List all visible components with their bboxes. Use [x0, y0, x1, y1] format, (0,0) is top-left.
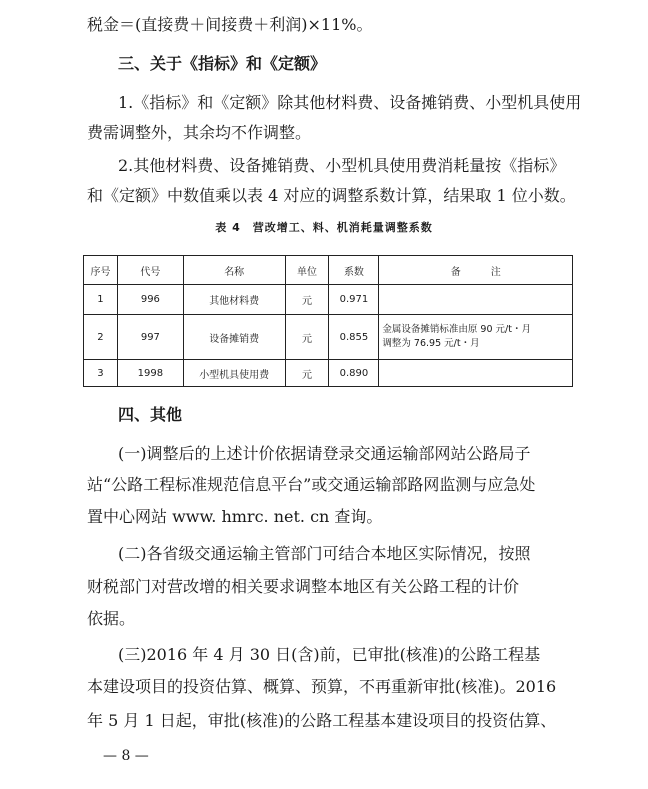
note-line-1: 金属设备摊销标准由原 90 元/t・月 [382, 324, 531, 335]
table-row [84, 315, 573, 360]
table-row [84, 285, 573, 315]
cell-name: 设备摊销费 [183, 315, 285, 360]
section-3-heading: 三、关于《指标》和《定额》 [118, 54, 327, 73]
paragraph-2-line-1: 2.其他材料费、设备摊销费、小型机具使用费消耗量按《指标》 [118, 156, 566, 175]
paragraph-1-line-1: 1.《指标》和《定额》除其他材料费、设备摊销费、小型机具使用 [118, 93, 582, 112]
section-4-heading: 四、其他 [118, 405, 183, 424]
cell-unit: 元 [285, 360, 329, 387]
cell-name: 其他材料费 [183, 285, 285, 315]
paragraph-3-line-1: (一)调整后的上述计价依据请登录交通运输部网站公路局子 [118, 444, 531, 463]
cell-code: 996 [117, 285, 183, 315]
paragraph-4-line-2: 财税部门对营改增的相关要求调整本地区有关公路工程的计价 [87, 577, 520, 596]
note-line-2: 调整为 76.95 元/t・月 [382, 338, 480, 349]
header-note: 备 注 [379, 256, 573, 285]
cell-unit: 元 [285, 315, 329, 360]
paragraph-3-line-2: 站“公路工程标准规范信息平台”或交通运输部路网监测与应急处 [87, 475, 536, 494]
cell-note [379, 315, 573, 360]
cell-coef: 0.890 [329, 360, 379, 387]
paragraph-2-line-2: 和《定额》中数值乘以表 4 对应的调整系数计算，结果取 1 位小数。 [87, 186, 576, 205]
page-number: — 8 — [103, 748, 149, 764]
header-no: 序号 [84, 256, 118, 285]
paragraph-5-line-3: 年 5 月 1 日起，审批(核准)的公路工程基本建设项目的投资估算、 [87, 711, 557, 730]
header-coef: 系数 [329, 256, 379, 285]
cell-note [379, 360, 573, 387]
cell-coef: 0.971 [329, 285, 379, 315]
header-code: 代号 [117, 256, 183, 285]
table-caption: 表 4 营改增工、料、机消耗量调整系数 [215, 221, 433, 234]
cell-no: 2 [84, 315, 118, 360]
cell-code: 997 [117, 315, 183, 360]
cell-unit: 元 [285, 285, 329, 315]
cell-code: 1998 [117, 360, 183, 387]
cell-note [379, 285, 573, 315]
tax-formula-line: 税金＝(直接费＋间接费＋利润)×11%。 [87, 15, 373, 34]
table-row [84, 360, 573, 387]
cell-no: 1 [84, 285, 118, 315]
cell-name: 小型机具使用费 [183, 360, 285, 387]
paragraph-5-line-1: (三)2016 年 4 月 30 日(含)前，已审批(核准)的公路工程基 [118, 645, 541, 664]
cell-coef: 0.855 [329, 315, 379, 360]
cell-no: 3 [84, 360, 118, 387]
adjustment-coefficient-table [83, 255, 573, 387]
paragraph-5-line-2: 本建设项目的投资估算、概算、预算，不再重新审批(核准)。2016 [87, 677, 557, 696]
paragraph-4-line-1: (二)各省级交通运输主管部门可结合本地区实际情况，按照 [118, 544, 531, 563]
header-name: 名称 [183, 256, 285, 285]
paragraph-4-line-3: 依据。 [87, 609, 136, 628]
paragraph-1-line-2: 费需调整外，其余均不作调整。 [87, 123, 312, 142]
paragraph-3-line-3: 置中心网站 www. hmrc. net. cn 查询。 [87, 507, 383, 526]
table-header-row [84, 256, 573, 285]
header-unit: 单位 [285, 256, 329, 285]
